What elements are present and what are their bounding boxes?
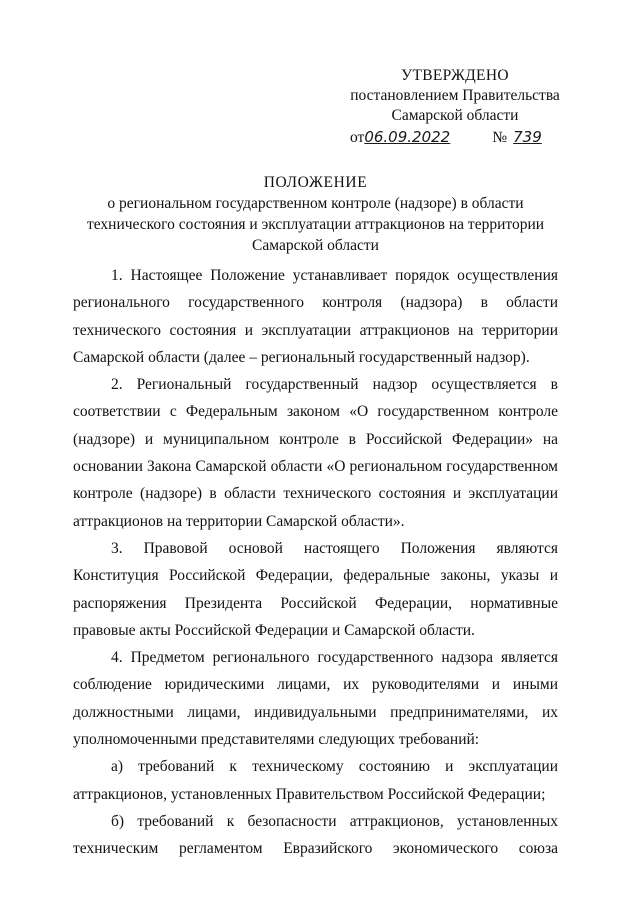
title-line-3: Самарской области bbox=[252, 237, 379, 254]
document-body bbox=[73, 262, 558, 863]
handwritten-date: 06.09.2022 bbox=[364, 128, 451, 146]
paragraph-4b: б) требований к безопасности аттракционов, установленных техническим регламентом Евразийского экономического союза bbox=[73, 812, 558, 858]
approval-stamp bbox=[340, 66, 570, 148]
title-line-1: о региональном государственном контроле (надзоре) в области bbox=[107, 195, 524, 212]
document-title bbox=[73, 172, 558, 256]
approval-line-2: Самарской области bbox=[391, 107, 519, 124]
title-heading: ПОЛОЖЕНИЕ bbox=[263, 174, 368, 191]
title-line-2: технического состояния и эксплуатации аттракционов на территории bbox=[86, 216, 545, 233]
paragraph-1: 1. Настоящее Положение устанавливает порядок осуществления регионального государственного контроля (надзора) в области технического состояния и эксплуатации аттракционов на территории Самарской области (далее – региональный государственный надзор). bbox=[73, 267, 558, 366]
paragraph-3: 3. Правовой основой настоящего Положения являются Конституция Российской Федерации, федеральные законы, указы и распоряжения Президента Российской Федерации, нормативные правовые акты Российской Федерации и Самарской области. bbox=[73, 539, 558, 639]
number-sign: № bbox=[492, 129, 508, 146]
paragraph-4: 4. Предметом регионального государственного надзора является соблюдение юридическими лицами, их руководителями и иными должностными лицами, индивидуальными предпринимателями, их уполномоченными представителями следующих требований: bbox=[73, 649, 558, 749]
handwritten-number: 739 bbox=[513, 128, 542, 146]
approval-date-line bbox=[340, 127, 570, 148]
paragraph-2: 2. Региональный государственный надзор осуществляется в соответствии с Федеральным законом «О государственном контроле (надзоре) и муниципальном контроле в Российской Федерации» на основании Закона Самарской области «О региональном государственном контроле (надзоре) в области технического состояния и эксплуатации аттракционов на территории Самарской области». bbox=[73, 376, 558, 530]
paragraph-4a: а) требований к техническому состоянию и эксплуатации аттракционов, установленных Правительством Российской Федерации; bbox=[73, 758, 558, 803]
date-prefix: от bbox=[350, 129, 365, 146]
approval-line-1: постановлением Правительства bbox=[350, 87, 560, 104]
approval-title: УТВЕРЖДЕНО bbox=[401, 67, 509, 84]
